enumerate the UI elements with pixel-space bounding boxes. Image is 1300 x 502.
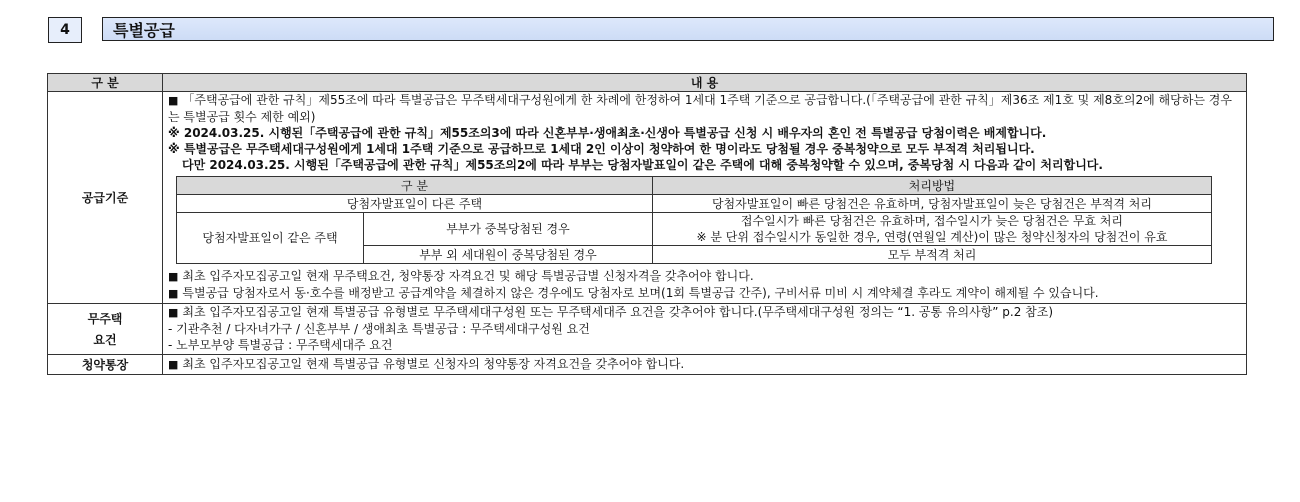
header-content: 내 용: [163, 74, 1247, 92]
supply-criteria-row: [48, 92, 1247, 304]
supply-line-3: ■ 특별공급 당첨자로서 동·호수를 배정받고 공급계약을 체결하지 않은 경우에도 당첨자로 보며(1회 특별공급 간주), 구비서류 미비 시 계약체결 후라도 계약이 해제될 수 있습니다.: [168, 286, 1099, 300]
duplicate-winning-table: [176, 176, 1212, 264]
inner-r2-method-a: 접수일시가 빠른 당첨건은 유효하며, 접수일시가 늦은 당첨건은 무효 처리: [740, 214, 1124, 228]
inner-r2-method: [652, 213, 1211, 246]
inner-r1-category: 당첨자발표일이 다른 주택: [177, 195, 653, 213]
subscription-account-content: [163, 355, 1247, 375]
header-category: 구 분: [48, 74, 163, 92]
section-number: 4: [48, 17, 82, 43]
inner-r1-method: 당첨자발표일이 빠른 당첨건은 유효하며, 당첨자발표일이 늦은 당첨건은 부적격 처리: [652, 195, 1211, 213]
supply-criteria-label: 공급기준: [48, 92, 163, 304]
supply-note-1: ※ 2024.03.25. 시행된「주택공급에 관한 규칙」제55조의3에 따라 신혼부부·생애최초·신생아 특별공급 신청 시 배우자의 혼인 전 특별공급 당첨이력은 배제합니다.: [168, 126, 1047, 140]
homeless-line-3: - 노부모부양 특별공급 : 무주택세대주 요건: [168, 338, 393, 352]
homeless-line-1: ■ 최초 입주자모집공고일 현재 특별공급 유형별로 무주택세대구성원 또는 무주택세대주 요건을 갖추어야 합니다.(무주택세대구성원 정의는 “1. 공통 유의사항” p.2 참조): [168, 305, 1054, 319]
homeless-line-2: - 기관추천 / 다자녀가구 / 신혼부부 / 생애최초 특별공급 : 무주택세대구성원 요건: [168, 322, 590, 336]
inner-r2-method-b: ※ 분 단위 접수일시가 동일한 경우, 연령(연월일 계산)이 많은 청약신청자의 당첨건이 유효: [696, 230, 1168, 244]
subscription-account-label: 청약통장: [48, 355, 163, 375]
inner-header-row: [177, 177, 1212, 195]
account-line-1: ■ 최초 입주자모집공고일 현재 특별공급 유형별로 신청자의 청약통장 자격요건을 갖추어야 합니다.: [168, 356, 685, 371]
bullet-square-icon: ■: [168, 94, 179, 107]
section-title: 특별공급: [102, 17, 1274, 41]
supply-criteria-content: [163, 92, 1247, 304]
table-header-row: [48, 74, 1247, 92]
bullet-square-icon: ■: [168, 270, 179, 283]
inner-header-method: 처리방법: [652, 177, 1211, 195]
supply-line-1: ■ 「주택공급에 관한 규칙」제55조에 따라 특별공급은 무주택세대구성원에게 한 차례에 한정하여 1세대 1주택 기준으로 공급합니다.(「주택공급에 관한 규칙」제36조 제1호 및 제8호의2에 해당하는 경우는 특별공급 횟수 제한 예외): [168, 93, 1232, 124]
bullet-square-icon: ■: [168, 357, 179, 371]
homeless-requirement-content: [163, 304, 1247, 355]
inner-r2-case: 부부가 중복당첨된 경우: [364, 213, 653, 246]
bullet-square-icon: ■: [168, 287, 179, 300]
table-row: [177, 195, 1212, 213]
homeless-requirement-row: [48, 304, 1247, 355]
supply-line-2: ■ 최초 입주자모집공고일 현재 무주택요건, 청약통장 자격요건 및 해당 특별공급별 신청자격을 갖추어야 합니다.: [168, 269, 754, 283]
subscription-account-row: [48, 355, 1247, 375]
inner-r3-method: 모두 부적격 처리: [652, 246, 1211, 264]
supply-note-3: 다만 2024.03.25. 시행된「주택공급에 관한 규칙」제55조의2에 따라 부부는 당첨자발표일이 같은 주택에 대해 중복청약할 수 있으며, 중복당첨 시 다음과 같이 처리합니다.: [182, 158, 1103, 172]
inner-r3-case: 부부 외 세대원이 중복당첨된 경우: [364, 246, 653, 264]
inner-same-date-category: 당첨자발표일이 같은 주택: [177, 213, 364, 264]
table-row: [177, 213, 1212, 246]
special-supply-table: [47, 73, 1247, 375]
supply-note-2: ※ 특별공급은 무주택세대구성원에게 1세대 1주택 기준으로 공급하므로 1세대 2인 이상이 청약하여 한 명이라도 당첨될 경우 중복청약으로 모두 부적격 처리됩니다.: [168, 142, 1035, 156]
bullet-square-icon: ■: [168, 306, 179, 319]
homeless-requirement-label: 무주택 요건: [48, 304, 163, 355]
inner-header-category: 구 분: [177, 177, 653, 195]
